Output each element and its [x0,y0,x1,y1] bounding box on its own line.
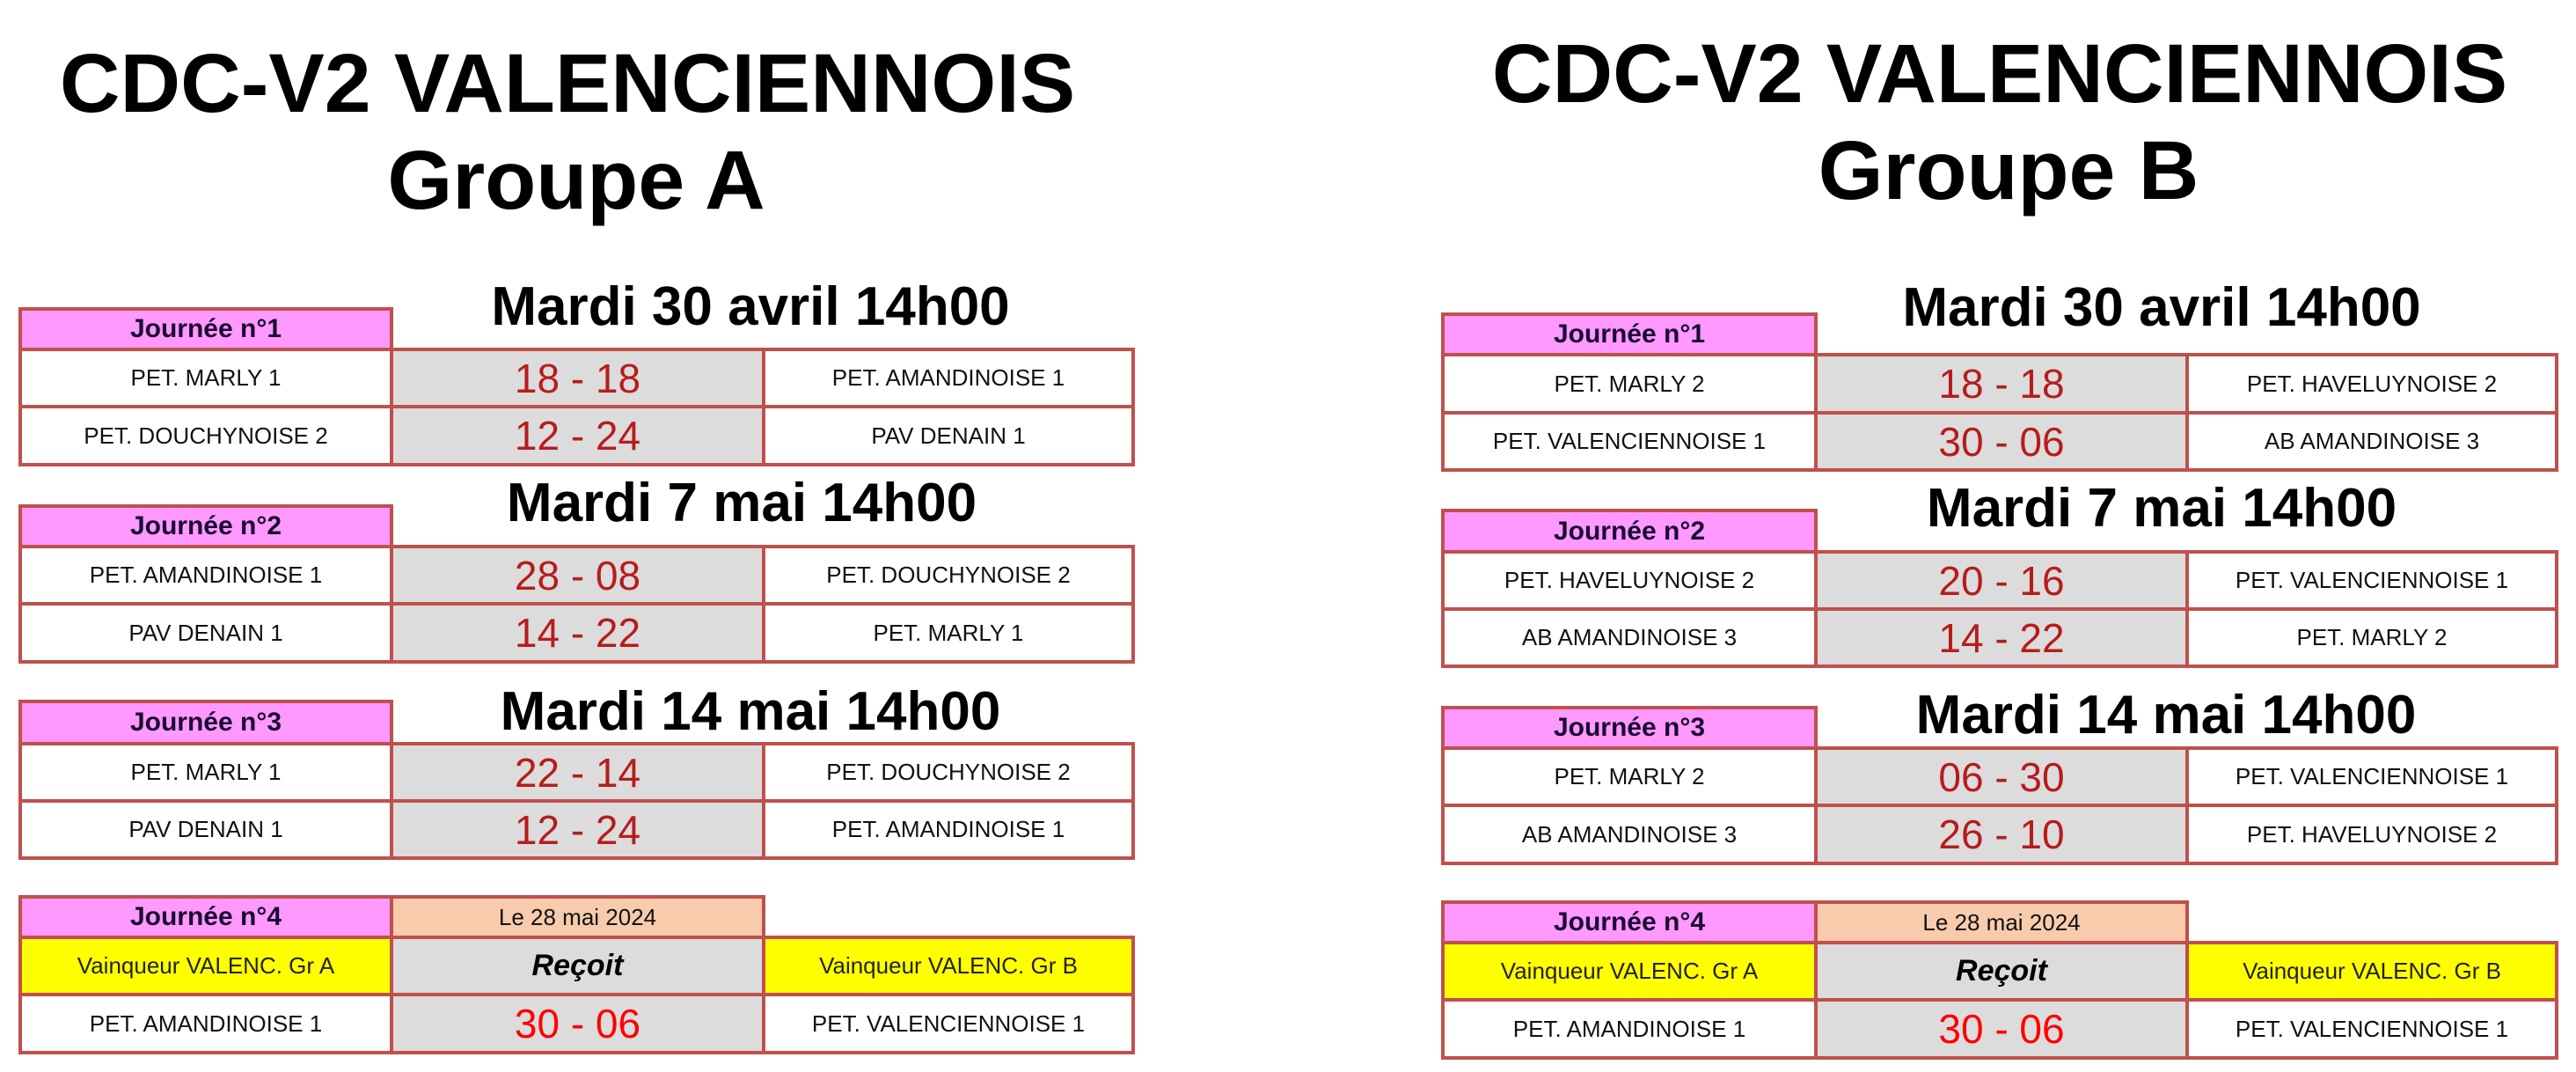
match-away-team: PET. VALENCIENNOISE 1 [2185,550,2558,611]
match-away-team: PET. MARLY 2 [2185,607,2558,668]
match-home-team: PET. MARLY 1 [18,348,393,408]
final-recoit-label: Reçoit [390,936,765,996]
match-score: 06 - 30 [1814,746,2189,807]
match-away-team: PET. VALENCIENNOISE 1 [2185,746,2558,807]
final-home-label: Vainqueur VALENC. Gr A [18,936,393,996]
match-home-team: PET. DOUCHYNOISE 2 [18,405,393,466]
match-home-team: PAV DENAIN 1 [18,602,393,664]
final-home-label: Vainqueur VALENC. Gr A [1441,941,1818,1002]
round-4-label: Journée n°4 [18,895,393,939]
final-home-team: PET. AMANDINOISE 1 [18,993,393,1054]
round-3-date-heading: Mardi 14 mai 14h00 [1915,685,2417,745]
final-score: 30 - 06 [1814,998,2189,1060]
round-1-date-heading: Mardi 30 avril 14h00 [1902,277,2421,338]
match-score: 28 - 08 [390,545,765,606]
match-away-team: PET. AMANDINOISE 1 [762,348,1135,408]
round-3-label: Journée n°3 [1441,706,1818,750]
match-score: 18 - 18 [1814,353,2189,415]
match-home-team: PET. VALENCIENNOISE 1 [1441,411,1818,472]
match-away-team: PAV DENAIN 1 [762,405,1135,466]
round-1-label: Journée n°1 [1441,312,1818,356]
round-2-label: Journée n°2 [18,504,393,548]
final-away-label: Vainqueur VALENC. Gr B [2185,941,2558,1002]
match-home-team: PET. HAVELUYNOISE 2 [1441,550,1818,611]
group-b-title: CDC-V2 VALENCIENNOIS [1491,27,2508,121]
final-home-team: PET. AMANDINOISE 1 [1441,998,1818,1060]
match-score: 30 - 06 [1814,411,2189,472]
match-home-team: AB AMANDINOISE 3 [1441,607,1818,668]
round-1-label: Journée n°1 [18,307,393,351]
final-recoit-label: Reçoit [1814,941,2189,1002]
match-score: 14 - 22 [390,602,765,664]
match-home-team: PET. MARLY 2 [1441,746,1818,807]
match-away-team: PET. MARLY 1 [762,602,1135,664]
match-home-team: PET. MARLY 2 [1441,353,1818,415]
final-score: 30 - 06 [390,993,765,1054]
match-away-team: PET. DOUCHYNOISE 2 [762,742,1135,803]
match-score: 18 - 18 [390,348,765,408]
match-home-team: PAV DENAIN 1 [18,799,393,860]
round-1-date-heading: Mardi 30 avril 14h00 [491,276,1010,337]
match-away-team: PET. AMANDINOISE 1 [762,799,1135,860]
match-score: 12 - 24 [390,405,765,466]
round-2-date-heading: Mardi 7 mai 14h00 [1926,478,2397,539]
round-3-date-heading: Mardi 14 mai 14h00 [500,681,1001,742]
round-2-label: Journée n°2 [1441,509,1818,554]
round-2-date-heading: Mardi 7 mai 14h00 [506,473,977,533]
match-score: 20 - 16 [1814,550,2189,611]
match-score: 26 - 10 [1814,804,2189,865]
match-away-team: PET. HAVELUYNOISE 2 [2185,804,2558,865]
final-date: Le 28 mai 2024 [390,895,765,939]
match-home-team: PET. MARLY 1 [18,742,393,803]
match-score: 22 - 14 [390,742,765,803]
group-a-title: CDC-V2 VALENCIENNOIS [59,37,1076,130]
round-4-label: Journée n°4 [1441,900,1818,944]
round-3-label: Journée n°3 [18,700,393,745]
match-score: 14 - 22 [1814,607,2189,668]
final-away-label: Vainqueur VALENC. Gr B [762,936,1135,996]
group-a-subtitle: Groupe A [387,134,765,227]
final-away-team: PET. VALENCIENNOISE 1 [2185,998,2558,1060]
match-away-team: AB AMANDINOISE 3 [2185,411,2558,472]
final-date: Le 28 mai 2024 [1814,900,2189,944]
match-score: 12 - 24 [390,799,765,860]
match-home-team: PET. AMANDINOISE 1 [18,545,393,606]
match-away-team: PET. HAVELUYNOISE 2 [2185,353,2558,415]
final-away-team: PET. VALENCIENNOISE 1 [762,993,1135,1054]
match-home-team: AB AMANDINOISE 3 [1441,804,1818,865]
group-b-subtitle: Groupe B [1818,124,2199,217]
match-away-team: PET. DOUCHYNOISE 2 [762,545,1135,606]
